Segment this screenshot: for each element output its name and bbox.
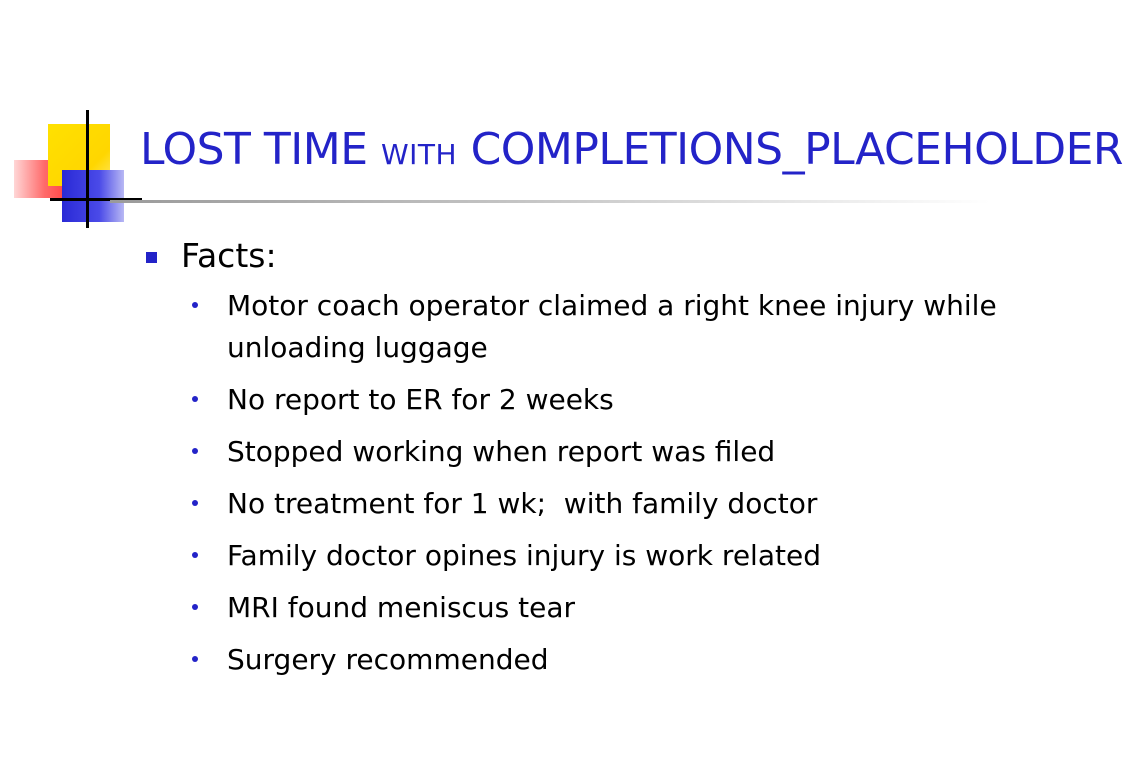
dot-bullet-icon [192, 302, 198, 308]
square-bullet-icon [146, 252, 157, 263]
list-item [192, 639, 1006, 681]
list-item-text: Surgery recommended [227, 643, 549, 676]
list-item [192, 483, 1006, 525]
list-item-text: Family doctor opines injury is work related [227, 539, 821, 572]
dot-bullet-icon [192, 448, 198, 454]
list-item [192, 431, 1006, 473]
list-item-text: Motor coach operator claimed a right knee injury while unloading luggage [227, 289, 1006, 364]
list-item [192, 535, 1006, 577]
list-item-text: No report to ER for 2 weeks [227, 383, 614, 416]
bullet-level-1 [146, 236, 1006, 275]
list-item-text: Stopped working when report was filed [227, 435, 776, 468]
dot-bullet-icon [192, 656, 198, 662]
dot-bullet-icon [192, 500, 198, 506]
dot-bullet-icon [192, 396, 198, 402]
slide-content [146, 236, 1006, 691]
bullet-label: Facts: [181, 236, 277, 275]
title-rule [110, 200, 990, 203]
title-part-3: COMPLETIONS_PLACEHOLDER [457, 124, 1123, 175]
title-part-1: LOST TIME [140, 124, 381, 175]
title-part-2: WITH [380, 138, 458, 171]
list-item [192, 587, 1006, 629]
list-item-text: No treatment for 1 wk; with family doctor [227, 487, 818, 520]
slide-title [140, 124, 1123, 177]
logo-blue-block-icon [62, 170, 124, 222]
list-item [192, 379, 1006, 421]
list-item-text: MRI found meniscus tear [227, 591, 576, 624]
list-item [192, 285, 1006, 369]
dot-bullet-icon [192, 552, 198, 558]
dot-bullet-icon [192, 604, 198, 610]
logo-vertical-line-icon [86, 110, 89, 228]
sub-bullet-list [146, 285, 1006, 681]
